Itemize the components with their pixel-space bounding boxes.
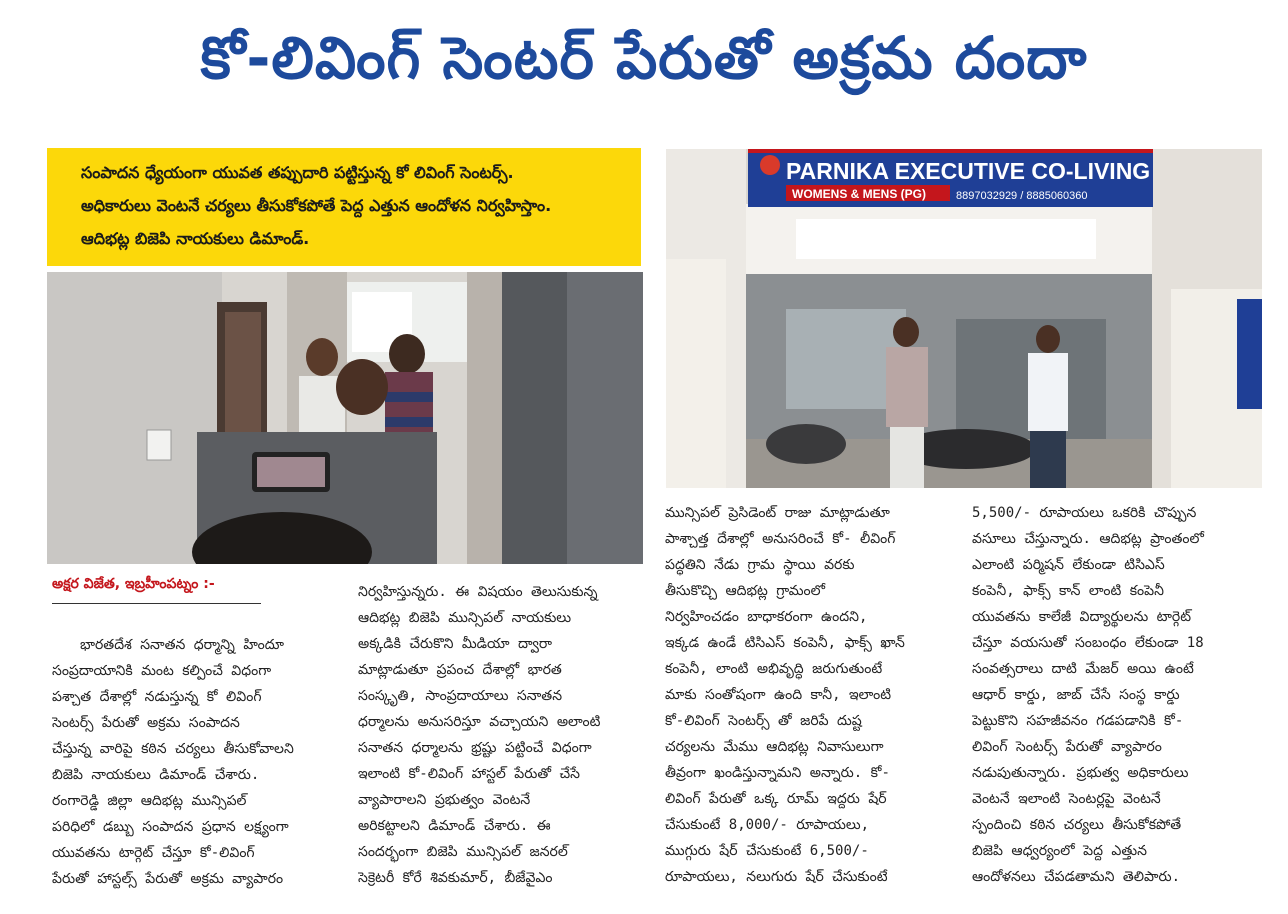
- text-line: ఇలాంటి కో-లివింగ్ హాస్టల్ పేరుతో చేసే: [358, 766, 580, 782]
- sign-name: PARNIKA EXECUTIVE CO-LIVING: [786, 158, 1151, 184]
- text-line: వసూలు చేస్తున్నారు. ఆదిభట్ల ప్రాంతంలో: [972, 531, 1204, 547]
- photo-corridor: [47, 272, 643, 564]
- text-line: కంపెనీ, లాంటి అభివృద్ధి జరుగుతుంటే: [665, 661, 883, 677]
- text-line: సెక్రెటరీ కోరే శివకుమార్, బీజేవైఎం: [358, 870, 553, 886]
- text-line: రంగారెడ్డి జిల్లా ఆదిభట్ల మున్సిపల్: [52, 793, 247, 809]
- text-line: భారతదేశ సనాతన ధర్మాన్ని హిందూ: [80, 637, 284, 653]
- text-line: సంవత్సరాలు దాటి మేజర్ అయి ఉంటే: [972, 661, 1194, 677]
- highlight-line: ఆదిభట్ల బిజెపి నాయకులు డిమాండ్.: [81, 229, 310, 248]
- text-line: సందర్భంగా బిజెపి మున్సిపల్ జనరల్: [358, 844, 568, 860]
- text-line: పద్ధతిని నేడు గ్రామ స్థాయి వరకు: [665, 557, 855, 573]
- text-line: నడుపుతున్నారు. ప్రభుత్వ అధికారులు: [972, 765, 1189, 781]
- text-line: చర్యలను మేము ఆదిభట్ల నివాసులుగా: [665, 739, 884, 755]
- text-line: పెట్టుకొని సహజీవనం గడపడానికి కో-: [972, 713, 1184, 729]
- highlight-line: అధికారులు వెంటనే చర్యలు తీసుకోకపోతే పెద్ద ఎత్తున ఆందోళన నిర్వహిస్తాం.: [81, 196, 552, 215]
- text-line: స్పందించి కఠిన చర్యలు తీసుకోకపోతే: [972, 817, 1182, 833]
- byline-divider: [52, 603, 261, 604]
- text-line: కో-లివింగ్ సెంటర్స్ తో జరిపే దుష్ట: [665, 713, 862, 729]
- highlight-line: సంపాదన ధ్యేయంగా యువత తప్పుదారి పట్టిస్తున్న కో లివింగ్ సెంటర్స్.: [81, 163, 514, 182]
- text-line: ధర్మాలను అనుసరిస్తూ వచ్చాయని అలాంటి: [358, 714, 601, 730]
- text-line: పశ్చాత దేశాల్లో నడుస్తున్న కో లివింగ్: [52, 689, 262, 705]
- text-line: ఆధార్ కార్డు, జాబ్ చేసే సంస్థ కార్డు: [972, 687, 1180, 703]
- text-line: పేరుతో హాస్టల్స్ పేరుతో అక్రమ వ్యాపారం: [52, 871, 284, 887]
- text-line: ముగ్గురు షేర్ చేసుకుంటే 6,500/-: [665, 843, 869, 859]
- article-column-1: [52, 632, 337, 892]
- text-line: ఆందోళనలు చేపడతామని తెలిపారు.: [972, 869, 1181, 885]
- text-line: వెంటనే ఇలాంటి సెంటర్లపై వెంటనే: [972, 791, 1161, 807]
- text-line: ఆదిభట్ల బిజెపి మున్సిపల్ నాయకులు: [358, 610, 572, 626]
- text-line: తీసుకొచ్చి ఆదిభట్ల గ్రామంలో: [665, 583, 826, 599]
- text-line: నిర్వహించడం బాధాకరంగా ఉందని,: [665, 609, 868, 625]
- text-line: యువతను కాలేజీ విద్యార్థులను టార్గెట్: [972, 609, 1192, 625]
- text-line: సెంటర్స్ పేరుతో అక్రమ సంపాదన: [52, 715, 240, 731]
- text-line: చేస్తున్న వారిపై కఠిన చర్యలు తీసుకోవాలని: [52, 741, 294, 757]
- text-line: మాట్లాడుతూ ప్రపంచ దేశాల్లో భారత: [358, 662, 562, 678]
- sign-logo-icon: [760, 155, 780, 175]
- text-line: లివింగ్ సెంటర్స్ పేరుతో వ్యాపారం: [972, 739, 1162, 755]
- text-line: లివింగ్ పేరుతో ఒక్క రూమ్ ఇద్దరు షేర్: [665, 791, 887, 807]
- text-line: చేస్తూ వయసుతో సంబంధం లేకుండా 18: [972, 635, 1204, 651]
- text-line: మున్సిపల్ ప్రెసిడెంట్ రాజు మాట్లాడుతూ: [665, 505, 890, 521]
- text-line: సంప్రదాయానికి మంట కల్పించే విధంగా: [52, 663, 272, 679]
- text-line: సనాతన ధర్మాలను భ్రష్టు పట్టించే విధంగా: [358, 740, 592, 756]
- headline: కో-లివింగ్ సెంటర్ పేరుతో అక్రమ దందా: [200, 24, 1088, 92]
- photo-coliving-entrance: [666, 149, 1262, 488]
- text-line: బిజెపి ఆధ్వర్యంలో పెద్ద ఎత్తున: [972, 843, 1147, 859]
- text-line: తీవ్రంగా ఖండిస్తున్నామని అన్నారు. కో-: [665, 765, 890, 781]
- text-line: బిజెపి నాయకులు డిమాండ్ చేశారు.: [52, 767, 260, 783]
- article-column-4: [972, 500, 1262, 890]
- article-column-2: [358, 579, 643, 891]
- text-line: చేసుకుంటే 8,000/- రూపాయలు,: [665, 817, 870, 833]
- text-line: ఎలాంటి పర్మిషన్ లేకుండా టిసిఎస్: [972, 557, 1165, 573]
- text-line: కంపెనీ, ఫాక్స్ కాన్ లాంటి కంపెనీ: [972, 583, 1164, 599]
- text-line: అక్కడికి చేరుకొని మీడియా ద్వారా: [358, 636, 553, 652]
- text-line: అరికట్టాలని డిమాండ్ చేశారు. ఈ: [358, 818, 551, 834]
- byline: అక్షర విజేత, ఇబ్రహీంపట్నం :-: [52, 576, 215, 592]
- text-line: నిర్వహిస్తున్నరు. ఈ విషయం తెలుసుకున్న: [358, 584, 598, 600]
- text-line: ఇక్కడ ఉండే టిసిఎస్ కంపెనీ, ఫాక్స్ ఖాన్: [665, 635, 905, 651]
- text-line: మాకు సంతోషంగా ఉంది కానీ, ఇలాంటి: [665, 687, 892, 703]
- entrance-illustration: [666, 149, 1262, 488]
- text-line: సంస్కృతి, సాంప్రదాయాలు సనాతన: [358, 688, 563, 704]
- text-line: పాశ్చాత్త దేశాల్లో అనుసరించే కో- లీవింగ్: [665, 531, 896, 547]
- text-line: 5,500/- రూపాయలు ఒకరికి చొప్పున: [972, 505, 1197, 521]
- text-line: పరిధిలో డబ్బు సంపాదన ప్రధాన లక్ష్యంగా: [52, 819, 289, 835]
- text-line: యువతను టార్గెట్ చేస్తూ కో-లివింగ్: [52, 845, 255, 861]
- corridor-illustration: [47, 272, 643, 564]
- sign-subtitle: WOMENS & MENS (PG): [792, 187, 926, 201]
- text-line: వ్యాపారాలని ప్రభుత్వం వెంటనే: [358, 792, 531, 808]
- text-line: రూపాయలు, నలుగురు షేర్ చేసుకుంటే: [665, 869, 888, 885]
- sign-phones: 8897032929 / 8885060360: [956, 190, 1088, 202]
- highlight-box: [47, 148, 641, 266]
- article-column-3: [665, 500, 955, 890]
